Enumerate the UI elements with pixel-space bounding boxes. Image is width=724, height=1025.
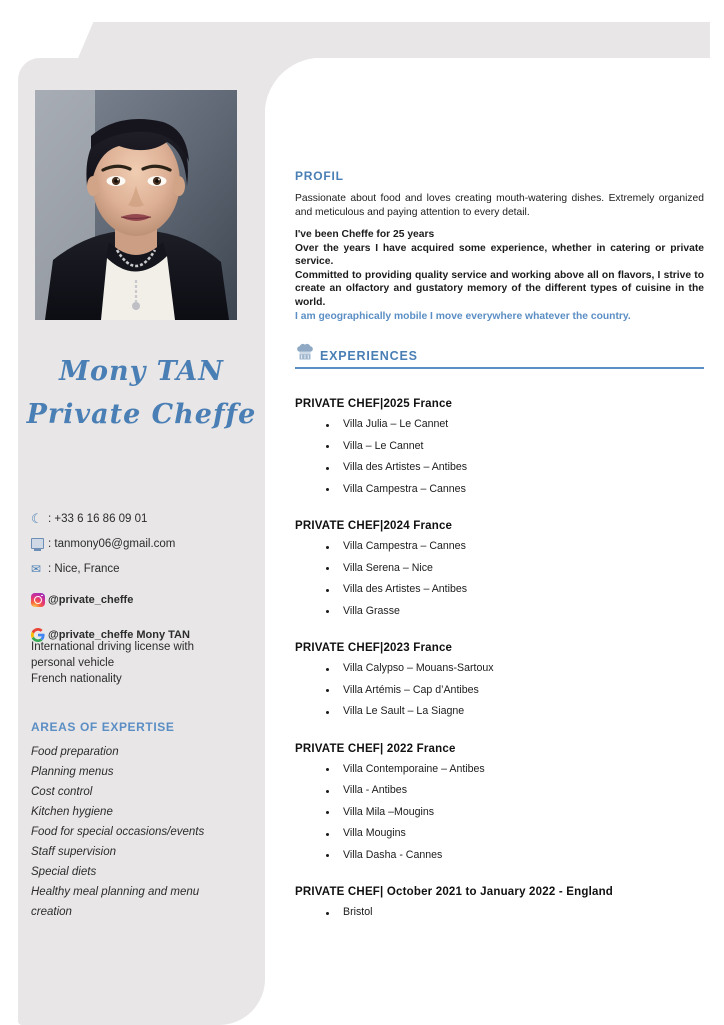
candidate-name-block [18, 358, 265, 428]
profil-body [295, 192, 704, 323]
profil-bold-line: I've been Cheffe for 25 years [295, 229, 435, 241]
phone-icon: ☾ [31, 511, 43, 526]
instagram-icon [31, 593, 48, 607]
experience-item: Villa Serena – Nice [295, 558, 704, 580]
experience-title: PRIVATE CHEF|2023 France [295, 642, 453, 654]
experience-item: Villa – Le Cannet [295, 436, 704, 458]
contact-email[interactable] [31, 531, 263, 556]
contact-instagram-text: @private_cheffe [48, 593, 134, 606]
experience-entry [295, 398, 704, 500]
additional-info-line: personal vehicle [31, 656, 115, 669]
expertise-item: Planning menus [31, 766, 114, 778]
additional-info-line: International driving license with [31, 641, 195, 653]
expertise-heading: AREAS OF EXPERTISE [31, 720, 175, 734]
envelope-icon: ✉ [31, 561, 42, 576]
candidate-role: Private Cheffe [26, 399, 257, 430]
experience-title: PRIVATE CHEF| October 2021 to January 2022 - England [295, 886, 614, 898]
experience-title: PRIVATE CHEF|2025 France [295, 398, 453, 410]
experiences-header [295, 343, 704, 369]
experience-item: Villa des Artistes – Antibes [295, 579, 704, 601]
profil-bold-line: Over the years I have acquired some experience, whether in catering or private service. [295, 242, 704, 268]
top-banner-shape [93, 22, 710, 58]
contact-instagram[interactable] [31, 585, 263, 614]
profil-section [295, 169, 704, 323]
experience-item: Villa Calypso – Mouans-Sartoux [295, 658, 704, 680]
contact-google-text: @private_cheffe Mony TAN [48, 628, 190, 641]
experience-title: PRIVATE CHEF| 2022 France [295, 742, 456, 755]
expertise-list [31, 742, 246, 922]
expertise-item: Kitchen hygiene [31, 806, 113, 818]
additional-info-line: French nationality [31, 672, 122, 685]
experience-item: Villa Mila –Mougins [295, 802, 704, 824]
candidate-name: Mony TAN [59, 356, 224, 387]
contact-email-text: : tanmony06@gmail.com [48, 537, 176, 550]
experience-items [295, 658, 704, 723]
experience-item: Villa Campestra – Cannes [295, 479, 704, 501]
experience-item: Villa Julia – Le Cannet [295, 414, 704, 436]
expertise-item: Healthy meal planning and menu [31, 886, 200, 898]
experience-entry [295, 520, 704, 622]
experience-item: Villa - Antibes [295, 780, 704, 802]
experience-item: Villa Le Sault – La Siagne [295, 701, 704, 723]
experience-item: Villa Grasse [295, 601, 704, 623]
experience-item: Villa Artémis – Cap d’Antibes [295, 680, 704, 702]
experience-item: Bristol [295, 902, 704, 924]
contact-location[interactable] [31, 556, 263, 581]
profil-bold-line: Committed to providing quality service and working above all on flavors, I strive to create an olfactory and gustatory memory of the different types of cuisine in the world. [295, 269, 704, 309]
experience-item: Villa Dasha - Cannes [295, 845, 704, 867]
experience-title: PRIVATE CHEF|2024 France [295, 520, 453, 532]
sidebar-curve-notch [265, 58, 321, 114]
expertise-item: Special diets [31, 866, 97, 878]
portrait-image [35, 90, 237, 320]
contact-phone-text: : +33 6 16 86 09 01 [48, 512, 148, 525]
experiences-heading: EXPERIENCES [320, 348, 418, 363]
expertise-item: Staff supervision [31, 846, 117, 858]
profil-intro: Passionate about food and loves creating mouth-watering dishes. Extremely organized and meticulous and paying attention to every detail. [295, 193, 704, 218]
experience-entry [295, 886, 704, 924]
experience-list [295, 398, 704, 944]
chef-hat-icon [295, 343, 315, 363]
expertise-item: creation [31, 906, 72, 918]
experience-item: Villa Campestra – Cannes [295, 536, 704, 558]
experience-item: Villa Mougins [295, 823, 704, 845]
computer-icon [31, 538, 48, 549]
profile-photo [35, 90, 237, 320]
experience-items [295, 414, 704, 500]
experience-items [295, 902, 704, 924]
experience-items [295, 759, 704, 867]
experience-items [295, 536, 704, 622]
contact-list [31, 506, 263, 649]
experience-entry [295, 743, 704, 867]
expertise-item: Food preparation [31, 746, 119, 758]
expertise-item: Cost control [31, 786, 93, 798]
expertise-item: Food for special occasions/events [31, 826, 205, 838]
experience-entry [295, 642, 704, 723]
contact-location-text: : Nice, France [48, 562, 120, 575]
contact-phone[interactable] [31, 506, 263, 531]
profil-mobility-line: I am geographically mobile I move everywhere whatever the country. [295, 310, 631, 322]
additional-info [31, 640, 246, 688]
experiences-divider [295, 367, 704, 369]
experience-item: Villa Contemporaine – Antibes [295, 759, 704, 781]
experience-item: Villa des Artistes – Antibes [295, 457, 704, 479]
profil-heading: PROFIL [295, 169, 344, 183]
